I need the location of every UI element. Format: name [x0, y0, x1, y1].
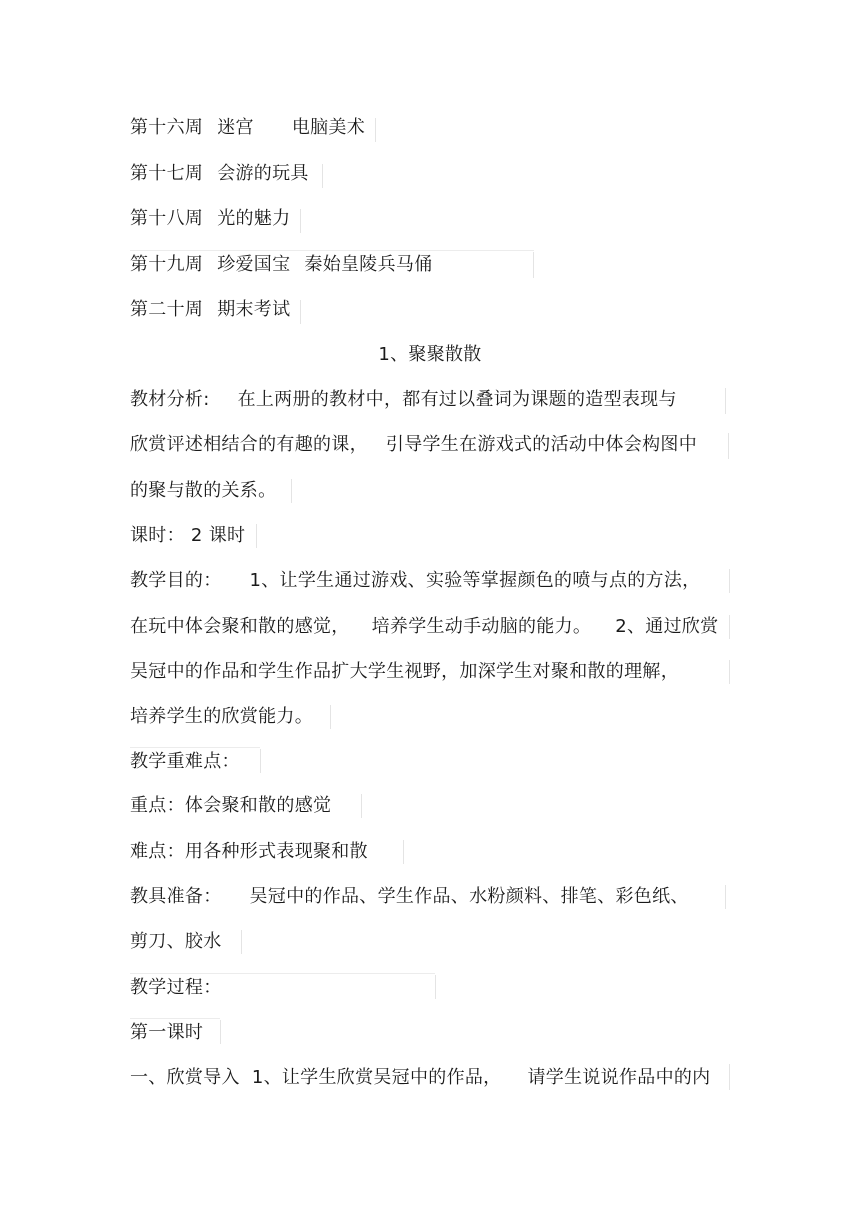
- week-label: 第十七周: [130, 163, 204, 184]
- process-step-1: [130, 1063, 710, 1093]
- objectives-line-1: [130, 566, 700, 596]
- key-point-focus: 重点：体会聚和散的感觉: [130, 795, 332, 816]
- cell-border: [375, 118, 376, 142]
- step-label: 一、欣赏导入: [130, 1067, 240, 1088]
- objectives-line-4: 培养学生的欣赏能力。: [130, 706, 313, 727]
- cell-border: [533, 252, 534, 278]
- cell-border: [361, 794, 362, 818]
- analysis-text: 欣赏评述相结合的有趣的课，: [130, 434, 368, 455]
- cell-border: [300, 300, 301, 324]
- lesson-name: 珍爱国宝: [217, 254, 291, 275]
- lesson-name: 期末考试: [217, 299, 291, 320]
- analysis-text: 引导学生在游戏式的活动中体会构图中: [385, 434, 698, 455]
- lesson-name: 会游的玩具: [217, 163, 309, 184]
- schedule-week-16: [130, 113, 365, 143]
- materials-line-1: [130, 882, 689, 912]
- analysis-line-2: [130, 430, 697, 460]
- objectives-label: 教学目的：: [130, 570, 222, 591]
- lesson-name: 迷宫: [217, 117, 254, 138]
- materials-text: 吴冠中的作品、学生作品、水粉颜料、排笔、彩色纸、: [249, 886, 689, 907]
- week-label: 第十九周: [130, 254, 204, 275]
- key-point-difficulty: 难点：用各种形式表现聚和散: [130, 841, 368, 862]
- schedule-week-17: [130, 159, 309, 189]
- step-text: 请学生说说作品中的内: [527, 1067, 711, 1088]
- cell-border: [435, 975, 436, 999]
- objectives-text: 1、让学生通过游戏、实验等掌握颜色的喷与点的方法，: [249, 570, 701, 591]
- schedule-week-20: [130, 295, 290, 325]
- analysis-label: 教材分析:: [130, 389, 210, 410]
- lesson-title: 1、聚聚散散: [378, 344, 482, 365]
- cell-border: [220, 1020, 221, 1044]
- lesson-name: 电脑美术: [291, 117, 366, 138]
- objectives-text: 2、通过欣赏: [615, 616, 719, 637]
- cell-border: [322, 164, 323, 188]
- cell-border: [403, 840, 404, 864]
- schedule-week-19: [130, 250, 433, 280]
- analysis-line-3: 的聚与散的关系。: [130, 480, 277, 501]
- cell-border: [729, 660, 730, 684]
- week-label: 第十八周: [130, 208, 204, 229]
- lesson-name: 光的魅力: [217, 208, 291, 229]
- objectives-text: 培养学生动手动脑的能力。: [371, 616, 592, 637]
- step-text: 1、让学生欣赏吴冠中的作品，: [251, 1067, 502, 1088]
- objectives-text: 在玩中体会聚和散的感觉，: [130, 616, 350, 637]
- cell-border: [300, 209, 301, 233]
- process-label: 教学过程：: [130, 977, 222, 998]
- cell-border: [260, 749, 261, 773]
- week-label: 第二十周: [130, 299, 204, 320]
- analysis-line-1: [130, 385, 677, 415]
- materials-line-2: 剪刀、胶水: [130, 931, 222, 952]
- class-hours: 课时： 2 课时: [130, 525, 246, 546]
- objectives-line-2: [130, 612, 718, 642]
- first-period: 第一课时: [130, 1022, 204, 1043]
- cell-border: [729, 615, 730, 639]
- materials-label: 教具准备：: [130, 886, 222, 907]
- cell-border: [729, 1064, 730, 1090]
- key-points-label: 教学重难点：: [130, 751, 240, 772]
- cell-border: [291, 479, 292, 503]
- cell-border: [725, 885, 726, 909]
- schedule-week-18: [130, 204, 290, 234]
- cell-border: [725, 388, 726, 414]
- cell-border: [241, 930, 242, 954]
- cell-border: [330, 705, 331, 729]
- cell-border: [256, 524, 257, 548]
- cell-border: [728, 433, 729, 459]
- cell-border: [729, 569, 730, 593]
- lesson-name: 秦始皇陵兵马俑: [304, 254, 433, 275]
- week-label: 第十六周: [130, 117, 204, 138]
- analysis-text: 在上两册的教材中，都有过以叠词为课题的造型表现与: [237, 389, 677, 410]
- objectives-line-3: 吴冠中的作品和学生作品扩大学生视野，加深学生对聚和散的理解，: [130, 661, 679, 682]
